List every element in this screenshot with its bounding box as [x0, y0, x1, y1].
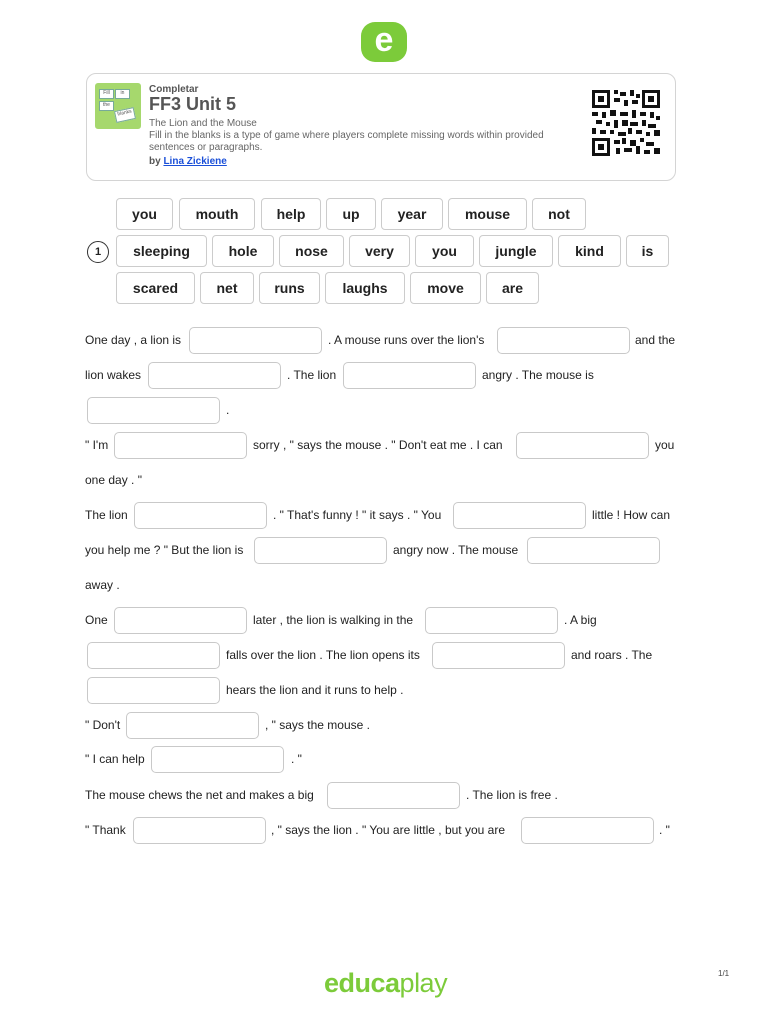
- blank-input[interactable]: [134, 502, 267, 529]
- word-chip[interactable]: you: [116, 198, 173, 230]
- sentence-text: falls over the lion . The lion opens its: [226, 648, 420, 662]
- sentence-text: one day . ": [85, 473, 142, 487]
- sentence-text: . ": [291, 752, 302, 766]
- word-chip[interactable]: not: [532, 198, 586, 230]
- word-chip[interactable]: help: [261, 198, 321, 230]
- sentence-text: The lion: [85, 508, 128, 522]
- sentence-text: later , the lion is walking in the: [253, 613, 414, 627]
- sentence-text: hears the lion and it runs to help .: [226, 683, 404, 697]
- activity-subtitle: The Lion and the Mouse: [149, 118, 257, 129]
- thumb-word: the: [99, 101, 114, 111]
- blank-input[interactable]: [527, 537, 660, 564]
- blank-input[interactable]: [432, 642, 565, 669]
- sentence-text: , " says the mouse .: [265, 718, 370, 732]
- blank-input[interactable]: [343, 362, 476, 389]
- word-chip[interactable]: is: [626, 235, 669, 267]
- author-line: [149, 156, 227, 167]
- sentence-text: sorry , " says the mouse . " Don't eat me . I can: [253, 438, 503, 452]
- activity-thumbnail: [95, 83, 141, 129]
- blank-input[interactable]: [189, 327, 322, 354]
- word-chip[interactable]: year: [381, 198, 443, 230]
- activity-type-label: Completar: [149, 84, 199, 95]
- sentence-text: lion wakes: [85, 368, 142, 382]
- sentence-text: little ! How can: [592, 508, 671, 522]
- blank-input[interactable]: [425, 607, 558, 634]
- word-chip[interactable]: move: [410, 272, 481, 304]
- footer-logo-bold: educa: [324, 968, 400, 998]
- blank-input[interactable]: [327, 782, 460, 809]
- blank-input[interactable]: [87, 677, 220, 704]
- author-link[interactable]: Lina Zickiene: [163, 156, 227, 167]
- sentence-text: and roars . The: [571, 648, 653, 662]
- blank-input[interactable]: [497, 327, 630, 354]
- activity-header-card: [86, 73, 676, 181]
- qr-code-icon: [592, 90, 660, 156]
- sentence-text: . The lion: [287, 368, 337, 382]
- sentence-text: . The lion is free .: [466, 788, 558, 802]
- thumb-word: blanks: [114, 107, 136, 123]
- word-chip[interactable]: mouth: [179, 198, 255, 230]
- word-chip[interactable]: sleeping: [116, 235, 207, 267]
- sentence-text: One day , a lion is: [85, 333, 182, 347]
- blank-input[interactable]: [133, 817, 266, 844]
- word-chip[interactable]: kind: [558, 235, 621, 267]
- blank-input[interactable]: [126, 712, 259, 739]
- word-chip[interactable]: nose: [279, 235, 344, 267]
- sentence-text: angry . The mouse is: [482, 368, 594, 382]
- activity-description: Fill in the blanks is a type of game where players complete missing words within provided sentences or paragraphs.: [149, 130, 544, 153]
- blank-input[interactable]: [114, 432, 247, 459]
- sentence-text: away .: [85, 578, 120, 592]
- word-chip[interactable]: you: [415, 235, 474, 267]
- sentence-text: you: [655, 438, 675, 452]
- sentence-text: angry now . The mouse: [393, 543, 519, 557]
- sentence-text: " Thank: [85, 823, 126, 837]
- footer-logo-light: play: [399, 968, 448, 998]
- word-chip[interactable]: laughs: [325, 272, 405, 304]
- sentence-text: One: [85, 613, 108, 627]
- sentence-text: , " says the lion . " You are little , but you are: [271, 823, 505, 837]
- word-chip[interactable]: runs: [259, 272, 320, 304]
- sentence-text: and the: [635, 333, 676, 347]
- word-chip[interactable]: scared: [116, 272, 195, 304]
- sentence-text: you help me ? " But the lion is: [85, 543, 244, 557]
- blank-input[interactable]: [87, 642, 220, 669]
- sentence-text: . " That's funny ! " it says . " You: [273, 508, 442, 522]
- educaplay-footer-logo: [324, 968, 447, 999]
- sentence-text: .: [226, 403, 230, 417]
- blank-input[interactable]: [516, 432, 649, 459]
- blank-input[interactable]: [151, 746, 284, 773]
- sentence-text: . A mouse runs over the lion's: [328, 333, 485, 347]
- educaplay-logo-icon: e: [361, 22, 407, 62]
- word-chip[interactable]: very: [349, 235, 410, 267]
- blank-input[interactable]: [521, 817, 654, 844]
- by-label: by: [149, 156, 161, 167]
- blank-input[interactable]: [453, 502, 586, 529]
- word-chip[interactable]: are: [486, 272, 539, 304]
- thumb-word: Fill: [99, 89, 114, 99]
- sentence-text: The mouse chews the net and makes a big: [85, 788, 314, 802]
- sentence-text: " I'm: [85, 438, 109, 452]
- thumb-word: in: [115, 89, 130, 99]
- word-chip[interactable]: hole: [212, 235, 274, 267]
- word-chip[interactable]: net: [200, 272, 254, 304]
- sentence-text: " Don't: [85, 718, 121, 732]
- exercise-number: 1: [87, 241, 109, 263]
- word-chip[interactable]: mouse: [448, 198, 527, 230]
- blank-input[interactable]: [87, 397, 220, 424]
- word-chip[interactable]: up: [326, 198, 376, 230]
- blank-input[interactable]: [148, 362, 281, 389]
- sentence-text: " I can help: [85, 752, 145, 766]
- page-number: 1/1: [718, 969, 730, 978]
- sentence-text: . A big: [564, 613, 597, 627]
- sentence-text: . ": [659, 823, 670, 837]
- blank-input[interactable]: [114, 607, 247, 634]
- word-chip[interactable]: jungle: [479, 235, 553, 267]
- page-title: FF3 Unit 5: [149, 94, 237, 114]
- blank-input[interactable]: [254, 537, 387, 564]
